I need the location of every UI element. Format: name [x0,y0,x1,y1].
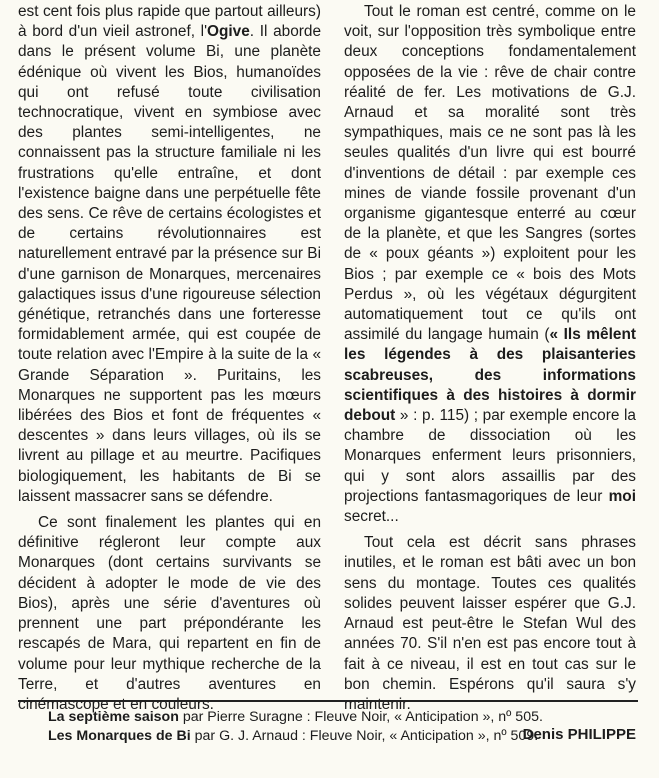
quote-bold: « Ils mêlent les légendes à des plaisanteries scabreuses, des informations scientifiques à des histoires à dormir debout [344,326,636,425]
reference-2-details: par G. J. Arnaud : Fleuve Noir, « Anticipation », nº 509. [190,728,539,744]
moi-bold: moi [608,487,636,505]
right-paragraph-2: Tout cela est décrit sans phrases inutiles, et le roman est bâti avec un bon sens du montage. Toutes ces qualités solides peuvent laisser espérer que G.J. Arnaud est peut-être le Stefan Wul des années 70. S'il n'en est pas encore tout à fait à ce niveau, il est en tout cas sur le bon chemin. Espérons qu'il saura s'y maintenir. [344,534,636,713]
author-signature: Denis PHILIPPE [522,726,636,744]
right-p1-text-a: Tout le roman est centré, comme on le voit, sur l'opposition très symbolique entre deux conceptions fondamentalement opposées de la vie : rêve de chair contre réalité de fer. Les motivations de G.J. Arnaud et sa moralité sont très sympathiques, mais ce ne sont pas là les seules qualités d'un livre qui est bourré d'inventions de détail : par exemple ces mines de viande fossile provenant d'un organisme gigantesque enterré au cœur de la planète, et que les Sangres (sortes de « poux géants ») exploitent pour les Bios ; par exemple ce « bois des Mots Perdus », où les végétaux dégurgitent automatiquement tout ce qu'ils ont assimilé du langage humain ( [344,3,636,344]
reference-2-title: Les Monarques de Bi [48,728,191,744]
book-references [18,700,638,746]
reference-1-details: par Pierre Suragne : Fleuve Noir, « Anticipation », nº 505. [178,709,543,725]
left-p1-text-a: est cent fois plus rapide que partout ailleurs) à bord d'un vieil astronef, l' [18,3,321,41]
left-column [18,2,321,715]
reference-2 [48,727,638,746]
reference-1-title: La septième saison [48,709,179,725]
left-paragraph-2: Ce sont finalement les plantes qui en définitive régleront leur compte aux Monarques (dont certains survivants se décident à adopter le mode de vie des Bios), après une série d'aventures où prennent une part prépondérante les rescapés de Mara, qui repartent en fin de volume pour leur mythique recherche de la Terre, et d'autres aventures en cinémascope et en couleurs. [18,514,321,713]
right-paragraph-1 [344,2,636,527]
left-p1-text-b: . Il aborde dans le présent volume Bi, une planète édénique où vivent les Bios, humanoïdes qui ont refusé toute civilisation technocratique, vivent en symbiose avec des plantes semi-intelligentes, ne connaissent pas la structure familiale ni les frustrations qu'elle entraîne, et dont l'existence baigne dans une perpétuelle fête des sens. Ce rêve de certains écologistes et de certains révolutionnaires est naturellement entravé par la présence sur Bi d'une garnison de Monarques, mercenaires galactiques issus d'une rigoureuse sélection génétique, retranchés dans une forteresse formidablement armée, qui est coupée de toute relation avec l'Empire à la suite de la « Grande Séparation ». Puritains, les Monarques ne supportent pas les mœurs libérées des Bios et font de fréquentes « descentes » dans leurs villages, où ils se livrent au pillage et au meurtre. Pacifiques biologiquement, les habitants de Bi se laissent massacrer sans se défendre. [18,23,321,505]
left-paragraph-1 [18,2,321,507]
ogive-name: Ogive [207,23,250,41]
reference-1 [48,708,638,727]
right-p1-text-c: secret... [344,508,399,526]
right-column [344,2,636,745]
right-p1-text-b: » : p. 115) ; par exemple encore la chambre de dissociation où les Monarques enferment leurs prisonniers, qui y sont alors assaillis par des projections fantasmagoriques de leur [344,407,636,505]
